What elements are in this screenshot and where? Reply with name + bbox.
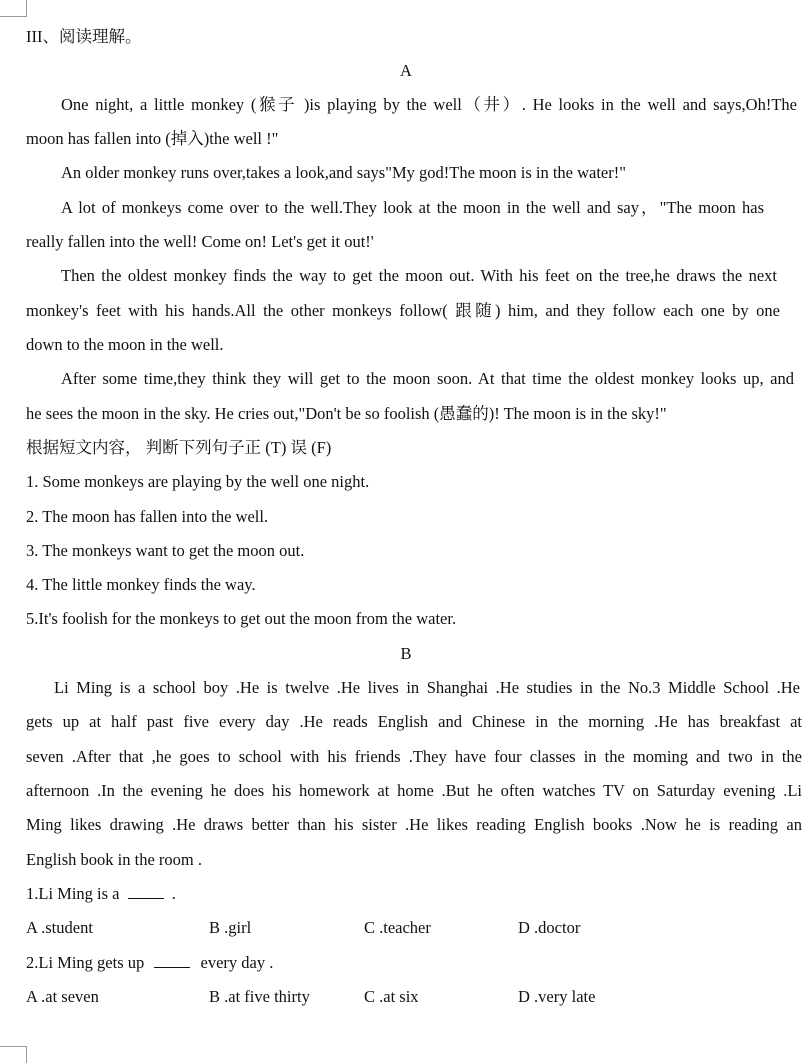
tf-statement: 5.It's foolish for the monkeys to get out the moon from the water. <box>26 609 457 628</box>
passage-b-line: Li Ming is a school boy .He is twelve .He lives in Shanghai .He studies in the No.3 Middle School .He <box>54 678 800 697</box>
passage-a-line: A lot of monkeys come over to the well.They look at the moon in the well and say，"The moon has <box>61 198 764 217</box>
passage-a-line: moon has fallen into (掉入)the well !" <box>26 129 279 148</box>
passage-a-line: down to the moon in the well. <box>26 335 224 354</box>
question-stem <box>26 953 273 973</box>
passage-a-line: Then the oldest monkey finds the way to get the moon out. With his feet on the tree,he draws the next <box>61 266 777 285</box>
option-d[interactable]: D .doctor <box>518 918 581 937</box>
passage-a-line: After some time,they think they will get to the moon soon. At that time the oldest monkey looks up, and <box>61 369 794 388</box>
passage-a-line: An older monkey runs over,takes a look,and says"My god!The moon is in the water!" <box>61 163 626 182</box>
tf-statement: 1. Some monkeys are playing by the well one night. <box>26 472 370 491</box>
passage-b-line: English book in the room . <box>26 850 202 869</box>
tf-statement: 2. The moon has fallen into the well. <box>26 507 269 526</box>
passage-a-heading: A <box>400 61 412 80</box>
tf-instruction: 根据短文内容， 判断下列句子正 (T) 误 (F) <box>26 438 332 457</box>
option-c[interactable]: C .at six <box>364 987 419 1006</box>
passage-b-line: afternoon .In the evening he does his homework at home .But he often watches TV on Saturday evening .Li <box>26 781 802 800</box>
option-a[interactable]: A .student <box>26 918 93 937</box>
page-corner-mark-bottom <box>0 1046 27 1063</box>
question-stem-tail: . <box>171 884 176 903</box>
passage-b-heading: B <box>400 644 412 663</box>
option-d[interactable]: D .very late <box>518 987 596 1006</box>
option-b[interactable]: B .at five thirty <box>209 987 310 1006</box>
question-stem-tail: every day . <box>200 953 274 972</box>
tf-statement: 4. The little monkey finds the way. <box>26 575 256 594</box>
passage-a-line: he sees the moon in the sky. He cries out,"Don't be so foolish (愚蠢的)! The moon is in the sky!" <box>26 404 667 423</box>
answer-blank[interactable] <box>154 953 190 968</box>
section-title: III、阅读理解。 <box>26 27 142 46</box>
passage-a-line: monkey's feet with his hands.All the other monkeys follow( 跟随) him, and they follow each one by one <box>26 301 780 320</box>
option-a[interactable]: A .at seven <box>26 987 99 1006</box>
passage-a-line: One night, a little monkey (猴子 )is playing by the well（井）. He looks in the well and says,Oh!The <box>61 95 797 114</box>
option-b[interactable]: B .girl <box>209 918 252 937</box>
answer-blank[interactable] <box>128 884 164 899</box>
page-corner-mark-top <box>0 0 27 17</box>
question-stem-text: 1.Li Ming is a <box>26 884 120 903</box>
passage-b-line: Ming likes drawing .He draws better than his sister .He likes reading English books .Now he is reading an <box>26 815 802 834</box>
tf-statement: 3. The monkeys want to get the moon out. <box>26 541 305 560</box>
passage-a-line: really fallen into the well! Come on! Let's get it out!' <box>26 232 374 251</box>
question-stem <box>26 884 176 904</box>
question-stem-text: 2.Li Ming gets up <box>26 953 145 972</box>
passage-b-line: seven .After that ,he goes to school with his friends .They have four classes in the moming and two in the <box>26 747 802 766</box>
passage-b-line: gets up at half past five every day .He reads English and Chinese in the morning .He has breakfast at <box>26 712 802 731</box>
option-c[interactable]: C .teacher <box>364 918 431 937</box>
